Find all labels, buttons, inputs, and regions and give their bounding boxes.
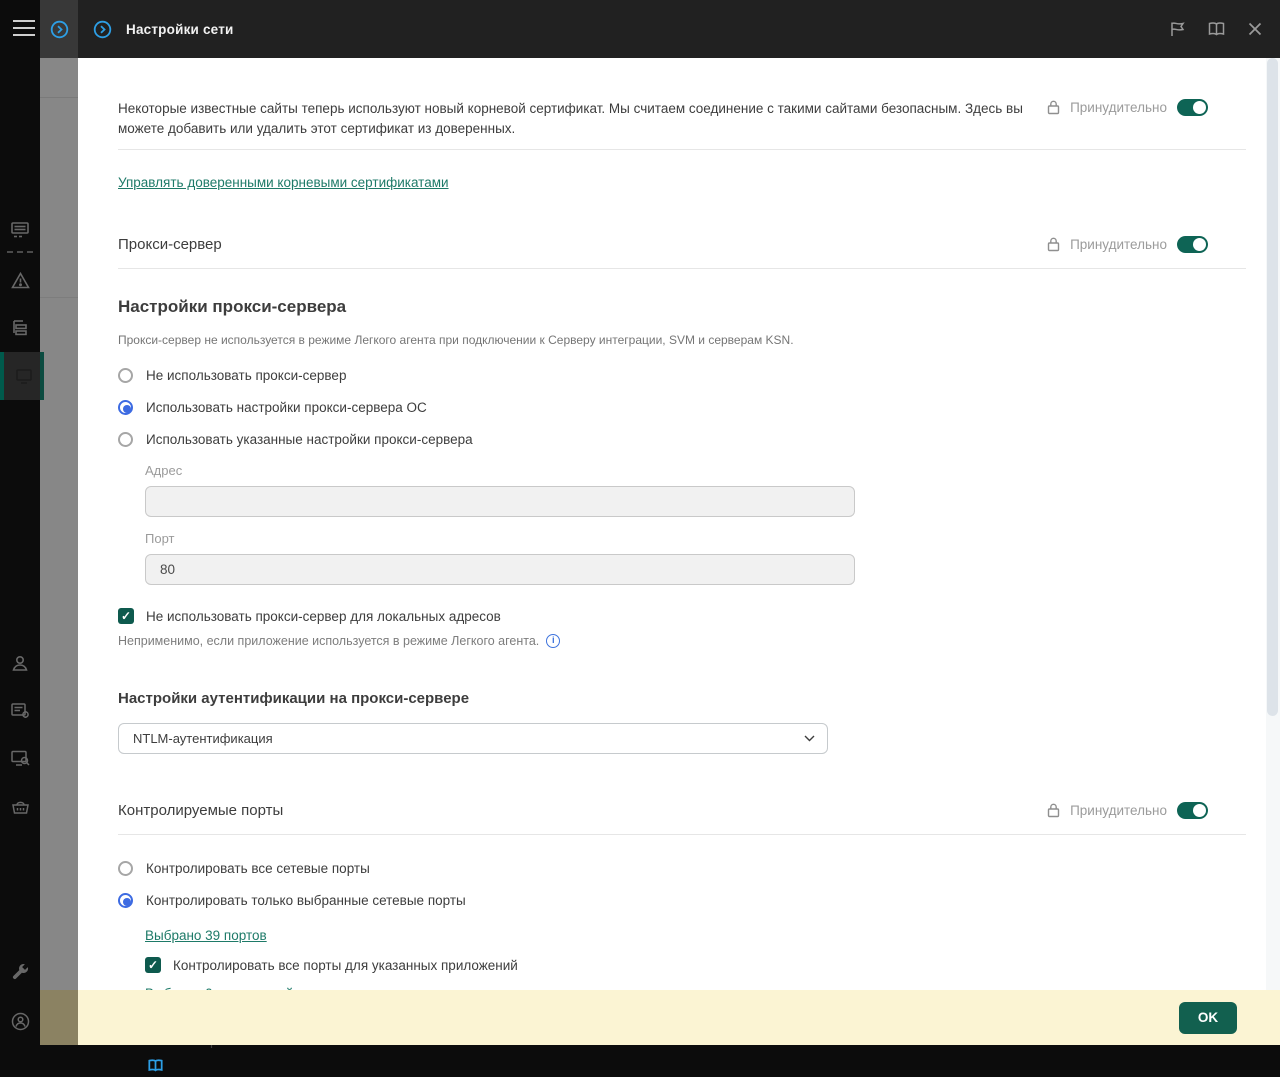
- wrench-icon[interactable]: [0, 962, 40, 981]
- help-book-icon[interactable]: [1207, 20, 1225, 38]
- hierarchy-icon[interactable]: [0, 319, 40, 337]
- circle-arrow-icon: [93, 20, 112, 39]
- radio-os-proxy[interactable]: Использовать настройки прокси-сервера ОС: [118, 400, 1246, 415]
- chevron-down-icon: [804, 735, 815, 742]
- close-icon[interactable]: [1246, 20, 1264, 38]
- lock-icon: [1047, 237, 1060, 252]
- radio-button: [118, 432, 133, 447]
- radio-button: [118, 861, 133, 876]
- port-label: Порт: [145, 531, 175, 546]
- devices-icon: [4, 367, 44, 385]
- settings-panel: [78, 58, 1280, 990]
- account-icon[interactable]: [0, 1012, 40, 1031]
- scrollbar-track[interactable]: [1266, 58, 1280, 990]
- enforce-label: Принудительно: [1070, 237, 1167, 252]
- checkbox-checked: ✓: [145, 957, 161, 973]
- port-input[interactable]: [145, 554, 855, 585]
- circle-arrow-icon: [50, 20, 69, 39]
- page-title: Настройки сети: [126, 21, 234, 37]
- ok-button[interactable]: OK: [1179, 1002, 1237, 1034]
- panel-header: [78, 0, 1280, 58]
- info-icon[interactable]: i: [546, 634, 560, 648]
- scrollbar-thumb[interactable]: [1267, 58, 1278, 716]
- dimmed-background-footer: [40, 990, 78, 1045]
- warning-icon[interactable]: [0, 272, 40, 289]
- hamburger-menu-icon[interactable]: [13, 20, 35, 41]
- light-agent-note: Неприменимо, если приложение используется в режиме Легкого агента.: [118, 634, 540, 648]
- proxy-description: Прокси-сервер не используется в режиме Легкого агента при подключении к Серверу интеграции, SVM и серверам KSN.: [118, 333, 794, 347]
- divider: [118, 149, 1246, 150]
- radio-custom-proxy[interactable]: Использовать указанные настройки прокси-сервера: [118, 432, 1246, 447]
- certificate-text: Некоторые известные сайты теперь используют новый корневой сертификат. Мы считаем соединение с такими сайтами безопасным. Здесь вы можете добавить или удалить этот сертификат из доверенных.: [118, 101, 1023, 136]
- checkbox-checked: ✓: [118, 608, 134, 624]
- enforce-control: [1047, 99, 1208, 116]
- auth-select[interactable]: NTLM-аутентификация: [118, 723, 828, 754]
- address-input[interactable]: [145, 486, 855, 517]
- proxy-section-header: [118, 236, 1246, 269]
- footer-bar: [78, 990, 1280, 1045]
- dimmed-background: [40, 58, 78, 990]
- enforce-control: [1047, 236, 1208, 253]
- top-bar: [40, 0, 1280, 58]
- radio-button-selected: [118, 400, 133, 415]
- radio-no-proxy[interactable]: Не использовать прокси-сервер: [118, 368, 1246, 383]
- radio-button: [118, 368, 133, 383]
- radio-button-selected: [118, 893, 133, 908]
- apps-ports-checkbox-row[interactable]: ✓ Контролировать все порты для указанных приложений: [145, 957, 1246, 974]
- proxy-toggle[interactable]: [1177, 236, 1208, 253]
- ports-section-header: [118, 802, 1246, 835]
- radio-selected-ports[interactable]: Контролировать только выбранные сетевые порты: [118, 893, 1246, 908]
- enforce-label: Принудительно: [1070, 100, 1167, 115]
- flag-icon[interactable]: [1168, 20, 1186, 38]
- basket-icon[interactable]: [0, 798, 40, 816]
- sidebar-item-selected[interactable]: [0, 352, 40, 400]
- lock-icon: [1047, 100, 1060, 115]
- ports-section-title: Контролируемые порты: [118, 802, 284, 819]
- proxy-section-title: Прокси-сервер: [118, 236, 222, 253]
- enforce-control: [1047, 802, 1208, 819]
- task-settings-icon[interactable]: [0, 702, 40, 720]
- user-icon[interactable]: [0, 654, 40, 672]
- manage-certificates-link[interactable]: Управлять доверенными корневыми сертификатами: [118, 175, 449, 190]
- help-book-icon[interactable]: [148, 1059, 163, 1077]
- enforce-label: Принудительно: [1070, 803, 1167, 818]
- certificate-toggle[interactable]: [1177, 99, 1208, 116]
- local-addresses-checkbox-row[interactable]: ✓ Не использовать прокси-сервер для локальных адресов: [118, 608, 1246, 625]
- ports-toggle[interactable]: [1177, 802, 1208, 819]
- certificate-section: [118, 99, 1246, 139]
- panel-tab[interactable]: [40, 0, 78, 58]
- sidebar-divider: [7, 251, 33, 253]
- selected-ports-link[interactable]: Выбрано 39 портов: [145, 928, 267, 943]
- left-sidebar: [0, 0, 40, 1045]
- radio-all-ports[interactable]: Контролировать все сетевые порты: [118, 861, 1246, 876]
- address-label: Адрес: [145, 463, 183, 478]
- proxy-settings-title: Настройки прокси-сервера: [118, 297, 347, 316]
- selected-item-accent: [40, 352, 44, 400]
- lock-icon: [1047, 803, 1060, 818]
- policies-icon[interactable]: [0, 222, 40, 240]
- monitor-search-icon[interactable]: [0, 750, 40, 768]
- auth-settings-title: Настройки аутентификации на прокси-сервере: [118, 690, 470, 707]
